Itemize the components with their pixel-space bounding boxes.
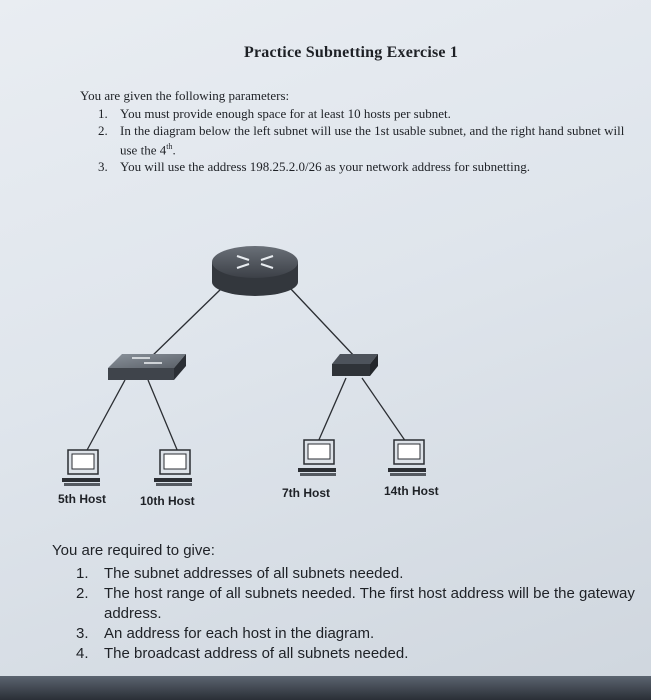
- right-switch-icon: [332, 354, 378, 376]
- intro-text: You are given the following parameters:: [80, 88, 290, 103]
- parameter-item: [98, 106, 638, 122]
- link-router-left-switch: [150, 288, 222, 358]
- ordinal-suffix: th: [166, 142, 173, 151]
- host-label-7th: 7th Host: [282, 486, 330, 500]
- host-label-14th: 14th Host: [384, 484, 439, 498]
- router-icon: [212, 246, 298, 296]
- list-number: 4.: [76, 645, 89, 662]
- link-right-switch-14th-host: [362, 378, 406, 442]
- requirement-item: [76, 584, 646, 624]
- parameter-text: You will use the address 198.25.2.0/26 as your network address for subnetting.: [120, 159, 530, 175]
- requirement-text: The host range of all subnets needed. The first host address will be the gateway address.: [104, 585, 635, 622]
- link-left-switch-10th-host: [148, 380, 178, 452]
- parameter-item: [98, 159, 638, 175]
- list-number: 1.: [76, 565, 89, 582]
- requirement-text: An address for each host in the diagram.: [104, 625, 375, 642]
- parameter-item: [98, 123, 638, 158]
- requirement-item: [76, 644, 646, 664]
- network-diagram: [0, 230, 651, 520]
- left-switch-icon: [108, 354, 186, 380]
- list-number: 2.: [98, 123, 108, 138]
- link-left-switch-5th-host: [86, 380, 125, 452]
- page-title: Practice Subnetting Exercise 1: [244, 44, 459, 61]
- link-right-switch-7th-host: [318, 378, 346, 442]
- parameter-text-end: .: [172, 142, 176, 158]
- host-label-10th: 10th Host: [140, 494, 195, 508]
- requirement-text: The subnet addresses of all subnets needed.: [104, 565, 404, 582]
- list-number: 3.: [76, 625, 89, 642]
- requirement-item: [76, 564, 646, 584]
- host-7th-computer-icon: [298, 440, 336, 476]
- host-10th-computer-icon: [154, 450, 192, 486]
- list-number: 1.: [98, 106, 108, 121]
- host-5th-computer-icon: [62, 450, 100, 486]
- parameter-text: In the diagram below the left subnet will use the 1st usable subnet, and the right hand subnet will use the 4: [120, 123, 625, 158]
- photo-bottom-edge: [0, 676, 651, 700]
- requirements-list: [76, 564, 646, 664]
- parameter-text: You must provide enough space for at least 10 hosts per subnet.: [120, 106, 451, 121]
- host-label-5th: 5th Host: [58, 492, 106, 506]
- parameters-list: [98, 106, 638, 176]
- requirement-text: The broadcast address of all subnets needed.: [104, 645, 409, 662]
- host-14th-computer-icon: [388, 440, 426, 476]
- requirement-item: [76, 624, 646, 644]
- requirements-heading: You are required to give:: [52, 542, 215, 559]
- list-number: 3.: [98, 159, 108, 175]
- list-number: 2.: [76, 585, 89, 602]
- link-router-right-switch: [290, 288, 356, 358]
